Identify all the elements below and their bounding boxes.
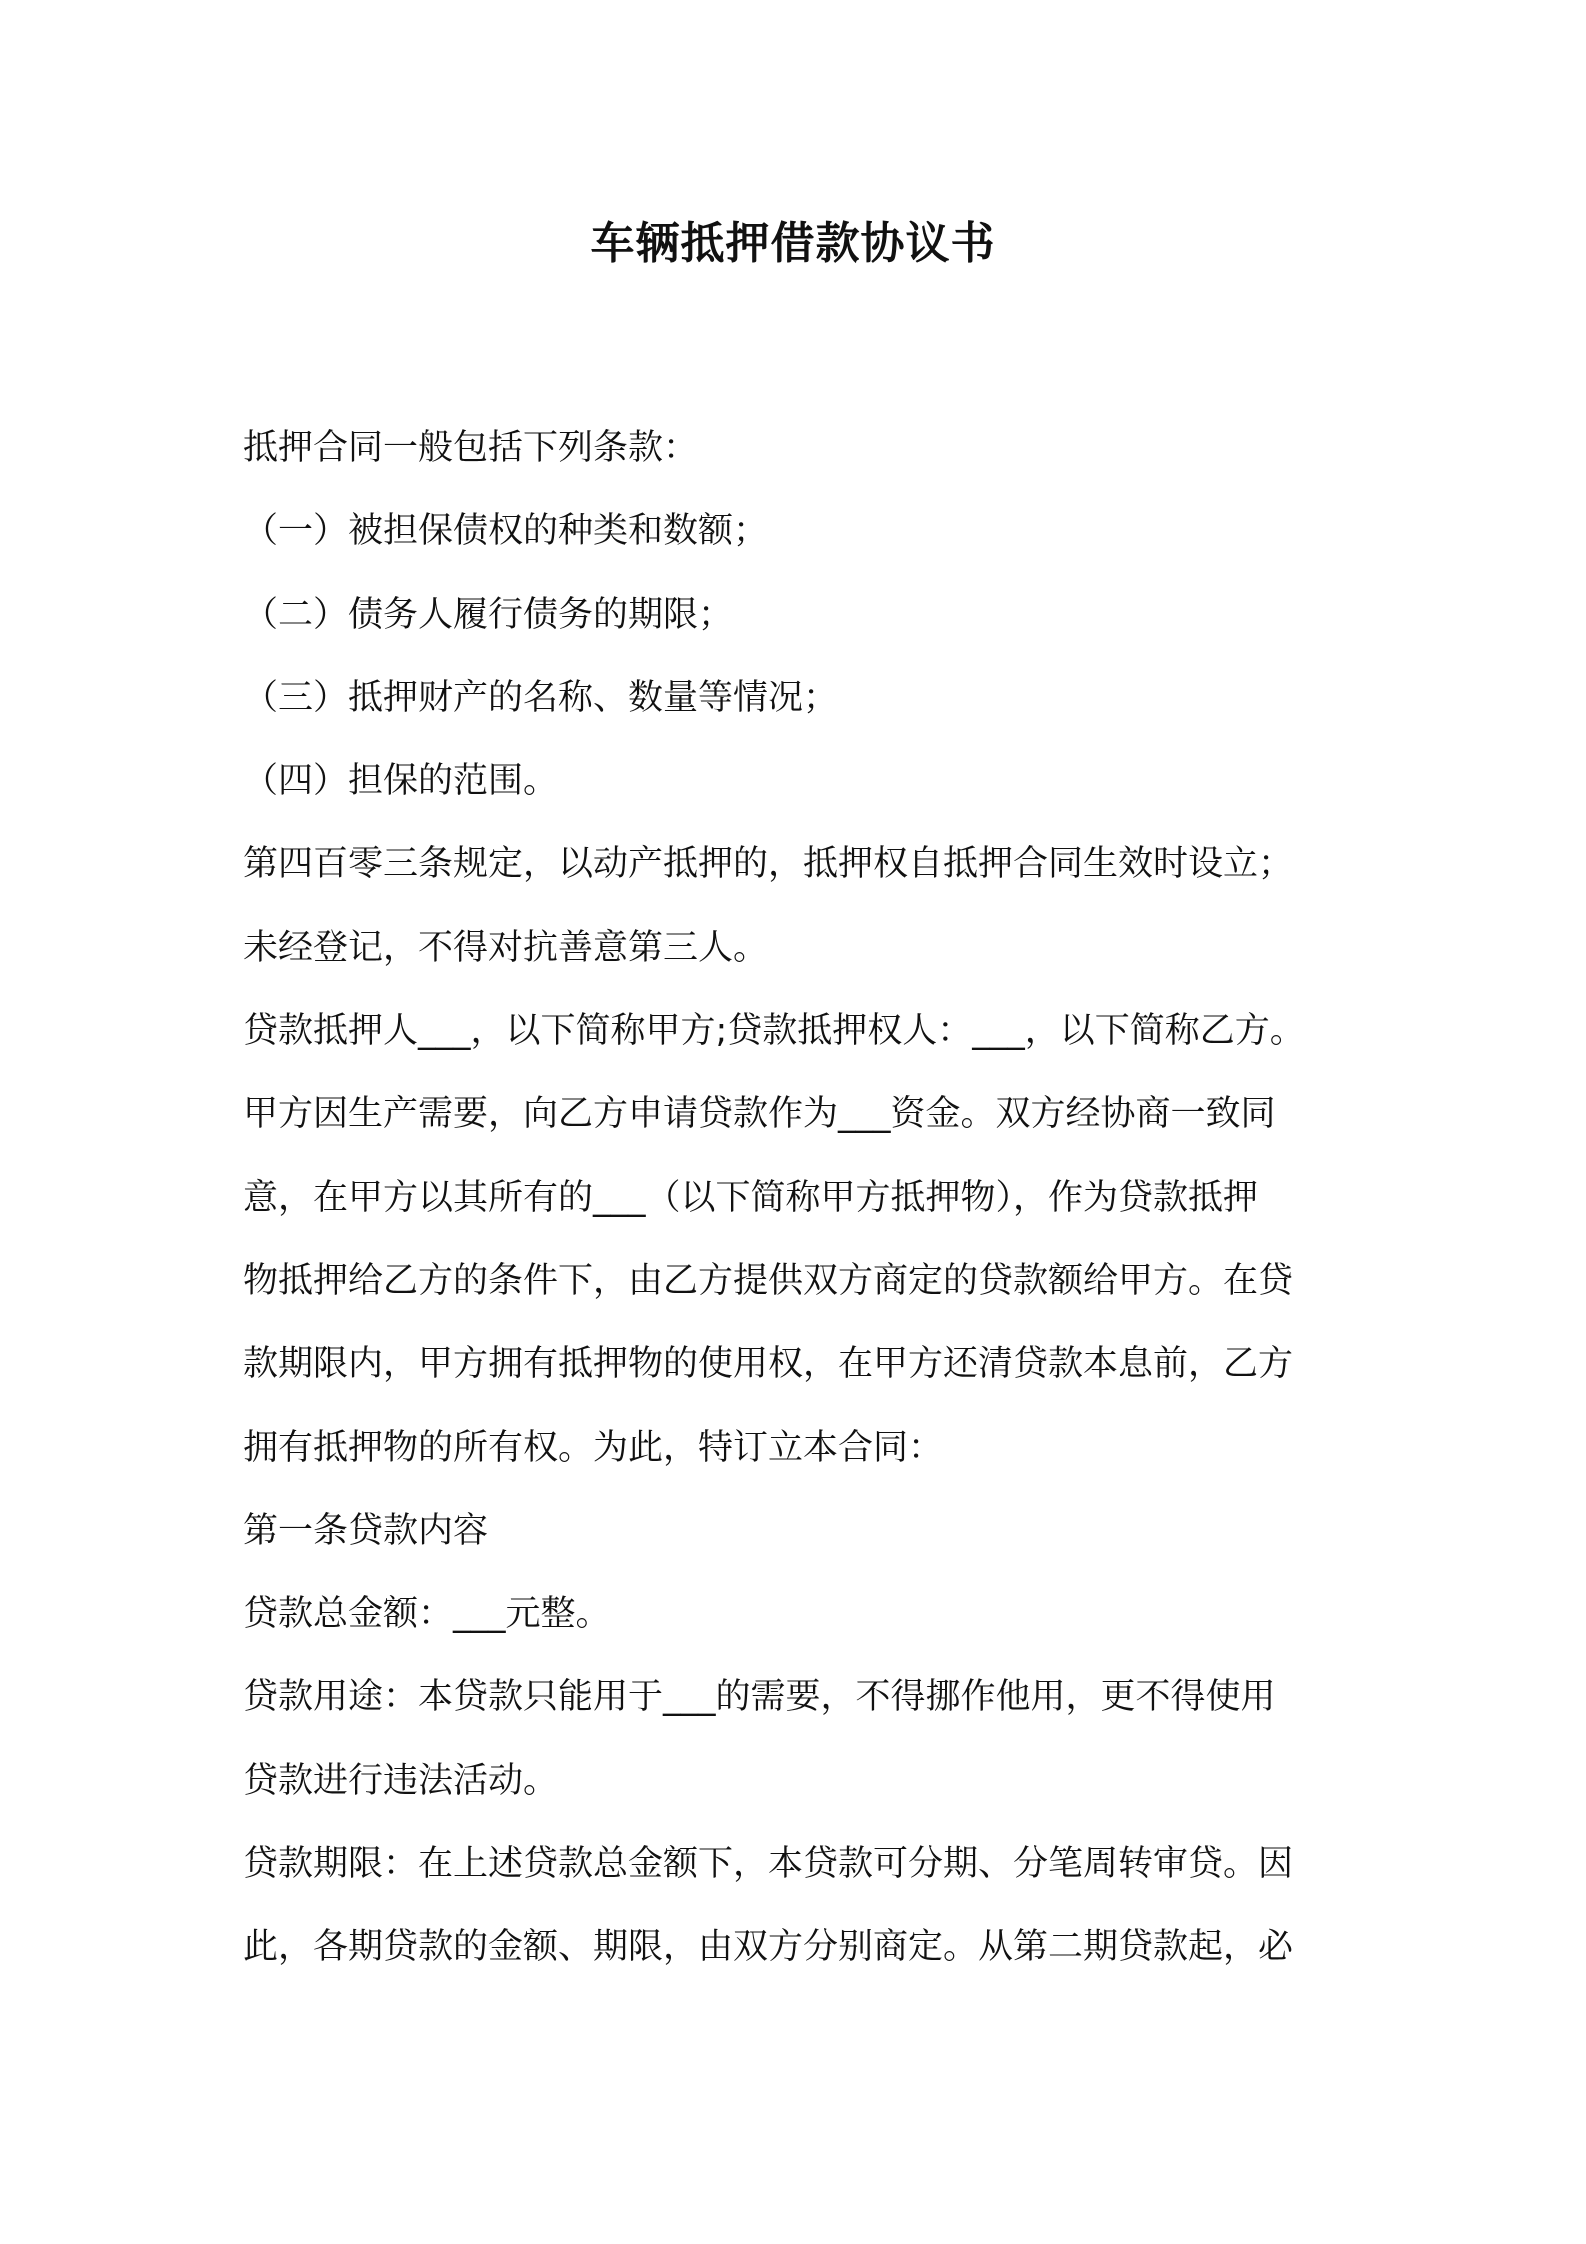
- preamble-line-1: 甲方因生产需要，向乙方申请贷款作为___资金。双方经协商一致同: [243, 1094, 1276, 1135]
- loan-term-line-2: 此，各期贷款的金额、期限，由双方分别商定。从第二期贷款起，必: [243, 1927, 1294, 1968]
- loan-total-amount: 贷款总金额：___元整。: [243, 1594, 611, 1635]
- article-403-line-1: 第四百零三条规定，以动产抵押的，抵押权自抵押合同生效时设立；: [243, 844, 1294, 885]
- preamble-line-3: 物抵押给乙方的条件下，由乙方提供双方商定的贷款额给甲方。在贷: [243, 1260, 1294, 1301]
- clause-item-2: （二）债务人履行债务的期限；: [243, 594, 734, 635]
- article-403-line-2: 未经登记，不得对抗善意第三人。: [243, 927, 769, 968]
- preamble-line-4: 款期限内，甲方拥有抵押物的使用权，在甲方还清贷款本息前，乙方: [243, 1344, 1294, 1385]
- document-body: [243, 407, 1353, 1990]
- loan-purpose-line-1: 贷款用途：本贷款只能用于___的需要，不得挪作他用，更不得使用: [243, 1677, 1276, 1718]
- loan-term-line-1: 贷款期限：在上述贷款总金额下，本贷款可分期、分笔周转审贷。因: [243, 1844, 1294, 1885]
- loan-purpose-line-2: 贷款进行违法活动。: [243, 1760, 559, 1801]
- article-1-heading: 第一条贷款内容: [243, 1510, 489, 1551]
- preamble-line-2: 意，在甲方以其所有的___（以下简称甲方抵押物），作为贷款抵押: [243, 1177, 1259, 1218]
- clause-item-4: （四）担保的范围。: [243, 761, 559, 802]
- parties-line: 贷款抵押人___，以下简称甲方;贷款抵押权人：___，以下简称乙方。: [243, 1011, 1305, 1052]
- clause-item-1: （一）被担保债权的种类和数额；: [243, 511, 769, 552]
- clause-item-3: （三）抵押财产的名称、数量等情况；: [243, 677, 839, 718]
- clauses-intro: 抵押合同一般包括下列条款：: [243, 428, 699, 468]
- preamble-line-5: 拥有抵押物的所有权。为此，特订立本合同：: [243, 1427, 944, 1468]
- document-title: 车辆抵押借款协议书: [590, 218, 996, 269]
